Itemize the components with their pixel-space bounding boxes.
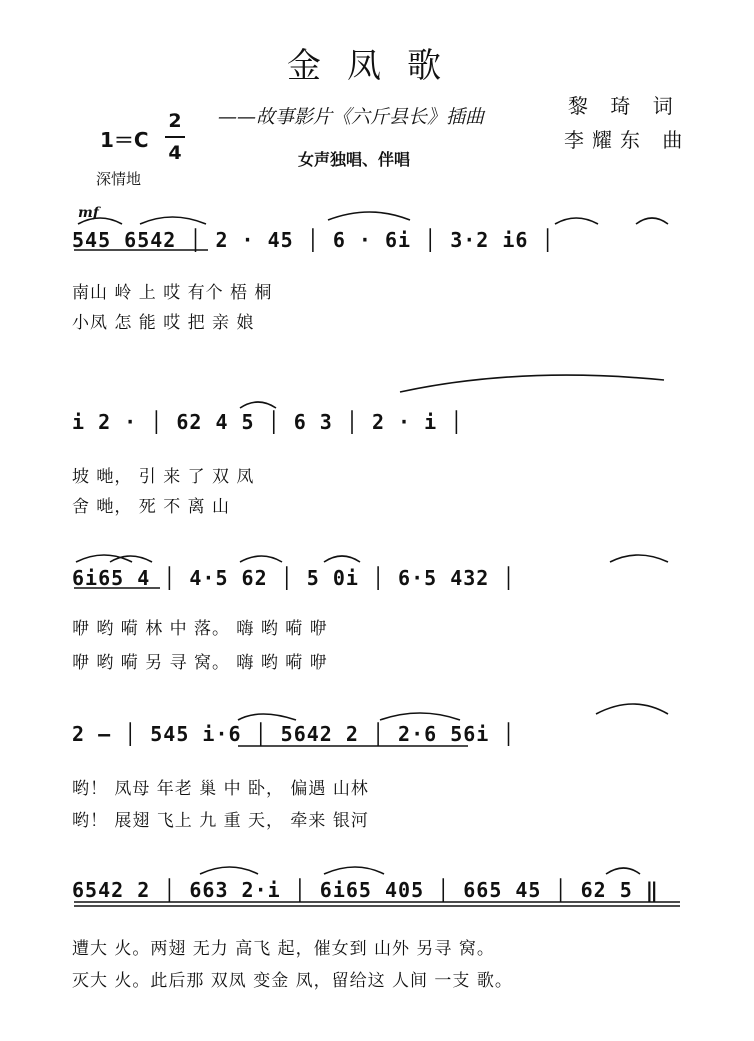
slur [240, 556, 282, 562]
performance-note: 女声独唱、伴唱 [298, 150, 411, 169]
notation-row-1: 545 6542 │ 2 · 45 │ 6 · 6i │ 3·2 i6 │ [72, 228, 555, 252]
notation-row-5: 6542 2 │ 663 2·i │ 6i65 405 │ 665 45 │ 62 5 ‖ [72, 878, 659, 902]
slur [78, 218, 122, 224]
lyric-row-3-verse-2: 咿 哟 嗬 另 寻 窝。 嗨 哟 嗬 咿 [72, 653, 328, 673]
tempo-marking: 深情地 [96, 170, 142, 188]
slur [596, 704, 668, 714]
lyric-row-2-verse-1: 坡 哋， 引 来 了 双 凤 [72, 467, 255, 487]
composer-credit: 李耀东 曲 [564, 128, 691, 152]
lyric-row-3-verse-1: 咿 哟 嗬 林 中 落。 嗨 哟 嗬 咿 [72, 619, 328, 639]
song-title: 金凤歌 [287, 46, 467, 86]
notation-row-4: 2 — │ 545 i·6 │ 5642 2 │ 2·6 56i │ [72, 722, 516, 746]
slur [610, 555, 668, 562]
slur [555, 218, 598, 224]
lyric-row-4-verse-1: 哟！ 凤母 年老 巢 中 卧， 偏遇 山林 [72, 779, 369, 799]
dynamic-marking: mf [78, 205, 99, 221]
lyricist-credit: 黎 琦 词 [568, 94, 681, 118]
slur [140, 217, 206, 224]
slur [238, 714, 296, 720]
time-signature-bottom: 4 [165, 136, 185, 168]
slur [606, 868, 640, 874]
lyric-row-5-verse-1: 遭大 火。两翅 无力 高飞 起，催女到 山外 另寻 窝。 [72, 939, 495, 959]
time-signature-top: 2 [168, 110, 182, 132]
notation-row-2: i 2 · │ 62 4 5 │ 6 3 │ 2 · i │ [72, 410, 464, 434]
slur [400, 375, 664, 392]
slur [328, 212, 410, 220]
lyric-row-4-verse-2: 哟！ 展翅 飞上 九 重 天， 牵来 银河 [72, 811, 369, 831]
key-signature: 1＝C [100, 128, 149, 152]
slur [380, 713, 460, 720]
slur [636, 218, 668, 224]
slur [240, 402, 276, 408]
lyric-row-2-verse-2: 舍 哋， 死 不 离 山 [72, 497, 231, 517]
lyric-row-1-verse-2: 小凤 怎 能 哎 把 亲 娘 [72, 313, 255, 333]
slur [324, 867, 384, 874]
slur [324, 556, 360, 562]
lyric-row-5-verse-2: 灭大 火。此后那 双凤 变金 凤，留给这 人间 一支 歌。 [72, 971, 513, 991]
notation-row-3: 6i65 4 │ 4·5 62 │ 5 0i │ 6·5 432 │ [72, 566, 516, 590]
slur [200, 867, 258, 874]
lyric-row-1-verse-1: 南山 岭 上 哎 有个 梧 桐 [72, 283, 273, 303]
subtitle: ——故事影片《六斤县长》插曲 [218, 106, 485, 128]
